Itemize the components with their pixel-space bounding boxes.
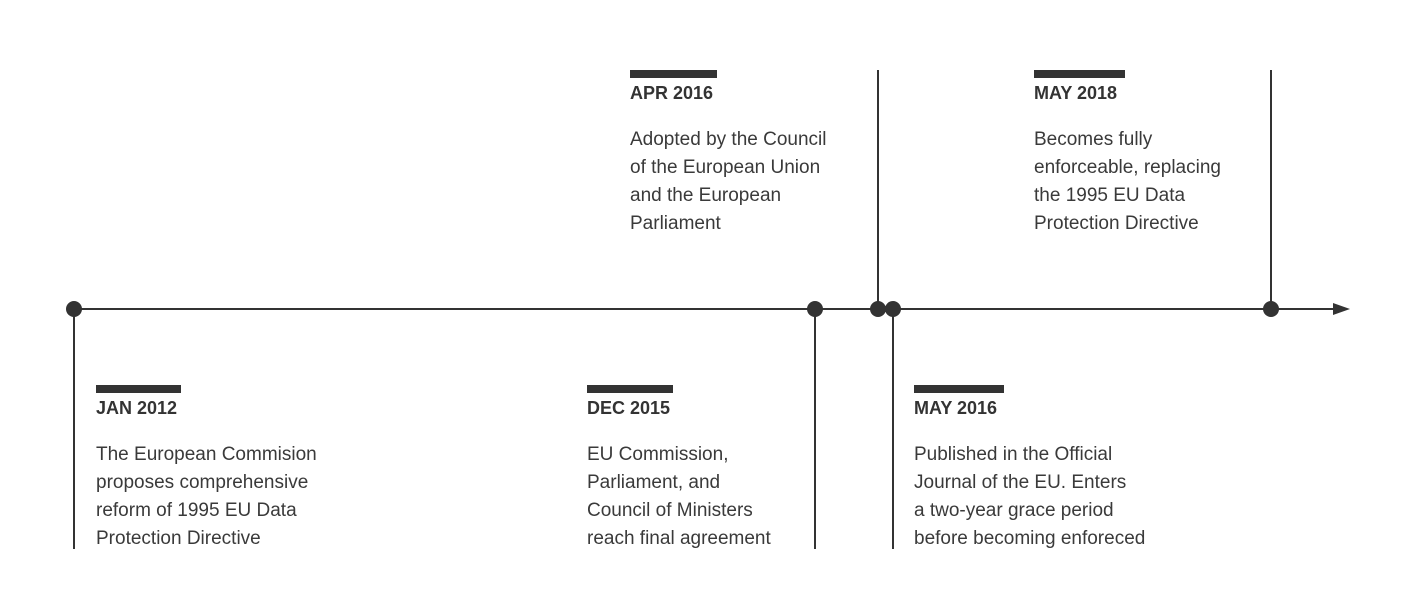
timeline-arrowhead (1333, 303, 1350, 315)
event-date: APR 2016 (630, 83, 714, 103)
dot-may2018 (1263, 301, 1279, 317)
event-apr-2016 (630, 70, 890, 238)
dot-dec2015 (807, 301, 823, 317)
event-marker-bar (587, 385, 673, 393)
event-jan-2012 (96, 385, 356, 553)
event-marker-bar (630, 70, 717, 78)
dot-jan2012 (66, 301, 82, 317)
event-marker-bar (96, 385, 181, 393)
event-description: Adopted by the Council of the European Union and the European Parliament (630, 129, 827, 234)
event-date: MAY 2016 (914, 398, 998, 418)
event-date: DEC 2015 (587, 398, 671, 418)
dot-may2016 (885, 301, 901, 317)
event-description: Published in the Official Journal of the EU. Enters a two-year grace period before becoming enforeced (914, 444, 1146, 549)
event-description: Becomes fully enforceable, replacing the 1995 EU Data Protection Directive (1034, 129, 1221, 234)
event-date: MAY 2018 (1034, 83, 1118, 103)
event-may-2016 (914, 385, 1174, 553)
dot-apr2016 (870, 301, 886, 317)
event-marker-bar (914, 385, 1004, 393)
event-marker-bar (1034, 70, 1125, 78)
event-may-2018 (1034, 70, 1294, 238)
event-date: JAN 2012 (96, 398, 178, 418)
event-description: The European Commision proposes comprehensive reform of 1995 EU Data Protection Directive (96, 444, 317, 549)
event-description: EU Commission, Parliament, and Council of Ministers reach final agreement (587, 444, 771, 549)
event-dec-2015 (587, 385, 847, 553)
